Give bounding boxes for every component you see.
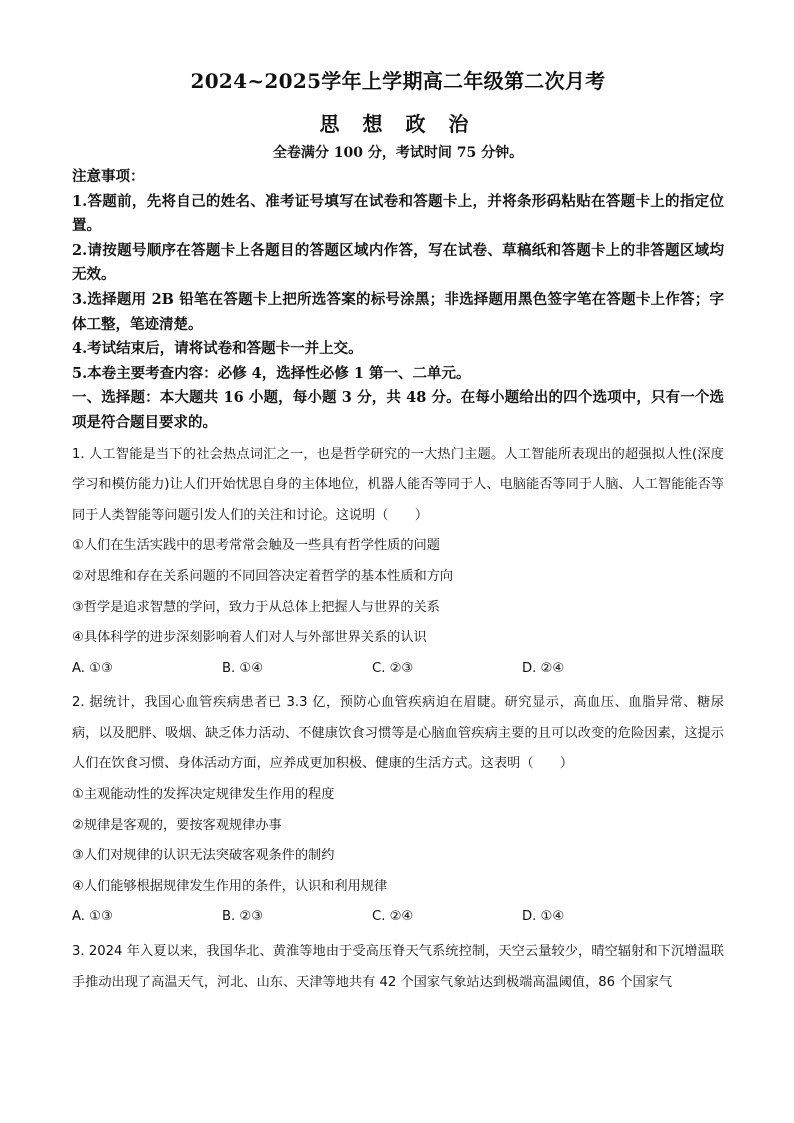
statement: ④具体科学的进步深刻影响着人们对人与外部世界关系的认识 [72,630,427,646]
choice-row [72,654,672,685]
choice-row [72,902,672,933]
choice-b: B. ①④ [222,660,264,676]
statement: ①主观能动性的发挥决定规律发生作用的程度 [72,787,335,803]
notes-heading: 注意事项： [72,168,145,185]
exam-title: 2024~2025学年上学期高二年级第二次月考 [190,69,606,93]
statement: ③哲学是追求智慧的学问，致力于从总体上把握人与世界的关系 [72,599,440,615]
question-stem: 2. 据统计，我国心血管疾病患者已 3.3 亿，预防心血管疾病迫在眉睫。研究显示，高血压、血脂异常、糖尿病，以及肥胖、吸烟、缺乏体力活动、不健康饮食习惯等是心脑血管疾病主要的且可以改变的危险因素，这提示人们在饮食习惯、身体活动方面，应养成更加积极、健康的生活方式。这表明（ ） [72,695,724,772]
question-2 [72,688,724,933]
statement: ③人们对规律的认识无法突破客观条件的制约 [72,848,335,864]
exam-page [72,66,724,998]
statement: ②规律是客观的，要按客观规律办事 [72,817,282,833]
note-item: 4.考试结束后，请将试卷和答题卡一并上交。 [72,340,363,358]
statement: ①人们在生活实践中的思考常常会触及一些具有哲学性质的问题 [72,538,440,554]
choice-c: C. ②④ [372,909,414,925]
question-stem: 1. 人工智能是当下的社会热点词汇之一，也是哲学研究的一大热门主题。人工智能所表现出的超强拟人性(深度学习和模仿能力)让人们开始忧思自身的主体地位，机器人能否等同于人、电脑能否等同于人脑、人工智能能否等同于人类智能等问题引发人们的关注和讨论。这说明（ ） [72,446,724,523]
choice-a: A. ①③ [72,660,113,676]
section-heading: 一、选择题：本大题共 16 小题，每小题 3 分，共 48 分。在每小题给出的四个选项中，只有一个选项是符合题目要求的。 [72,389,724,431]
choice-d: D. ①④ [522,909,565,925]
note-item: 2.请按题号顺序在答题卡上各题目的答题区域内作答，写在试卷、草稿纸和答题卡上的非答题区域均无效。 [72,241,724,284]
note-item: 3.选择题用 2B 铅笔在答题卡上把所选答案的标号涂黑；非选择题用黑色签字笔在答题卡上作答；字体工整，笔迹清楚。 [72,290,724,333]
question-1 [72,440,724,685]
statement: ④人们能够根据规律发生作用的条件，认识和利用规律 [72,878,388,894]
choice-d: D. ②④ [522,660,565,676]
statement: ②对思维和存在关系问题的不同回答决定着哲学的基本性质和方向 [72,568,454,584]
note-item: 5.本卷主要考查内容：必修 4，选择性必修 1 第一、二单元。 [72,364,471,382]
notes-block [72,165,724,386]
choice-a: A. ①③ [72,909,113,925]
choice-c: C. ②③ [372,660,414,676]
subject-title: 思 想 政 治 [319,112,477,136]
choice-b: B. ②③ [222,909,264,925]
exam-meta: 全卷满分 100 分，考试时间 75 分钟。 [272,145,524,161]
question-stem: 3. 2024 年入夏以来，我国华北、黄淮等地由于受高压脊天气系统控制，天空云量较少，晴空辐射和下沉增温联手推动出现了高温天气，河北、山东、天津等地共有 42 个国家气象站达到极端高温阈值，86 个国家气 [72,944,724,990]
question-3 [72,937,724,998]
note-item: 1.答题前，先将自己的姓名、准考证号填写在试卷和答题卡上，并将条形码粘贴在答题卡上的指定位置。 [72,192,724,235]
